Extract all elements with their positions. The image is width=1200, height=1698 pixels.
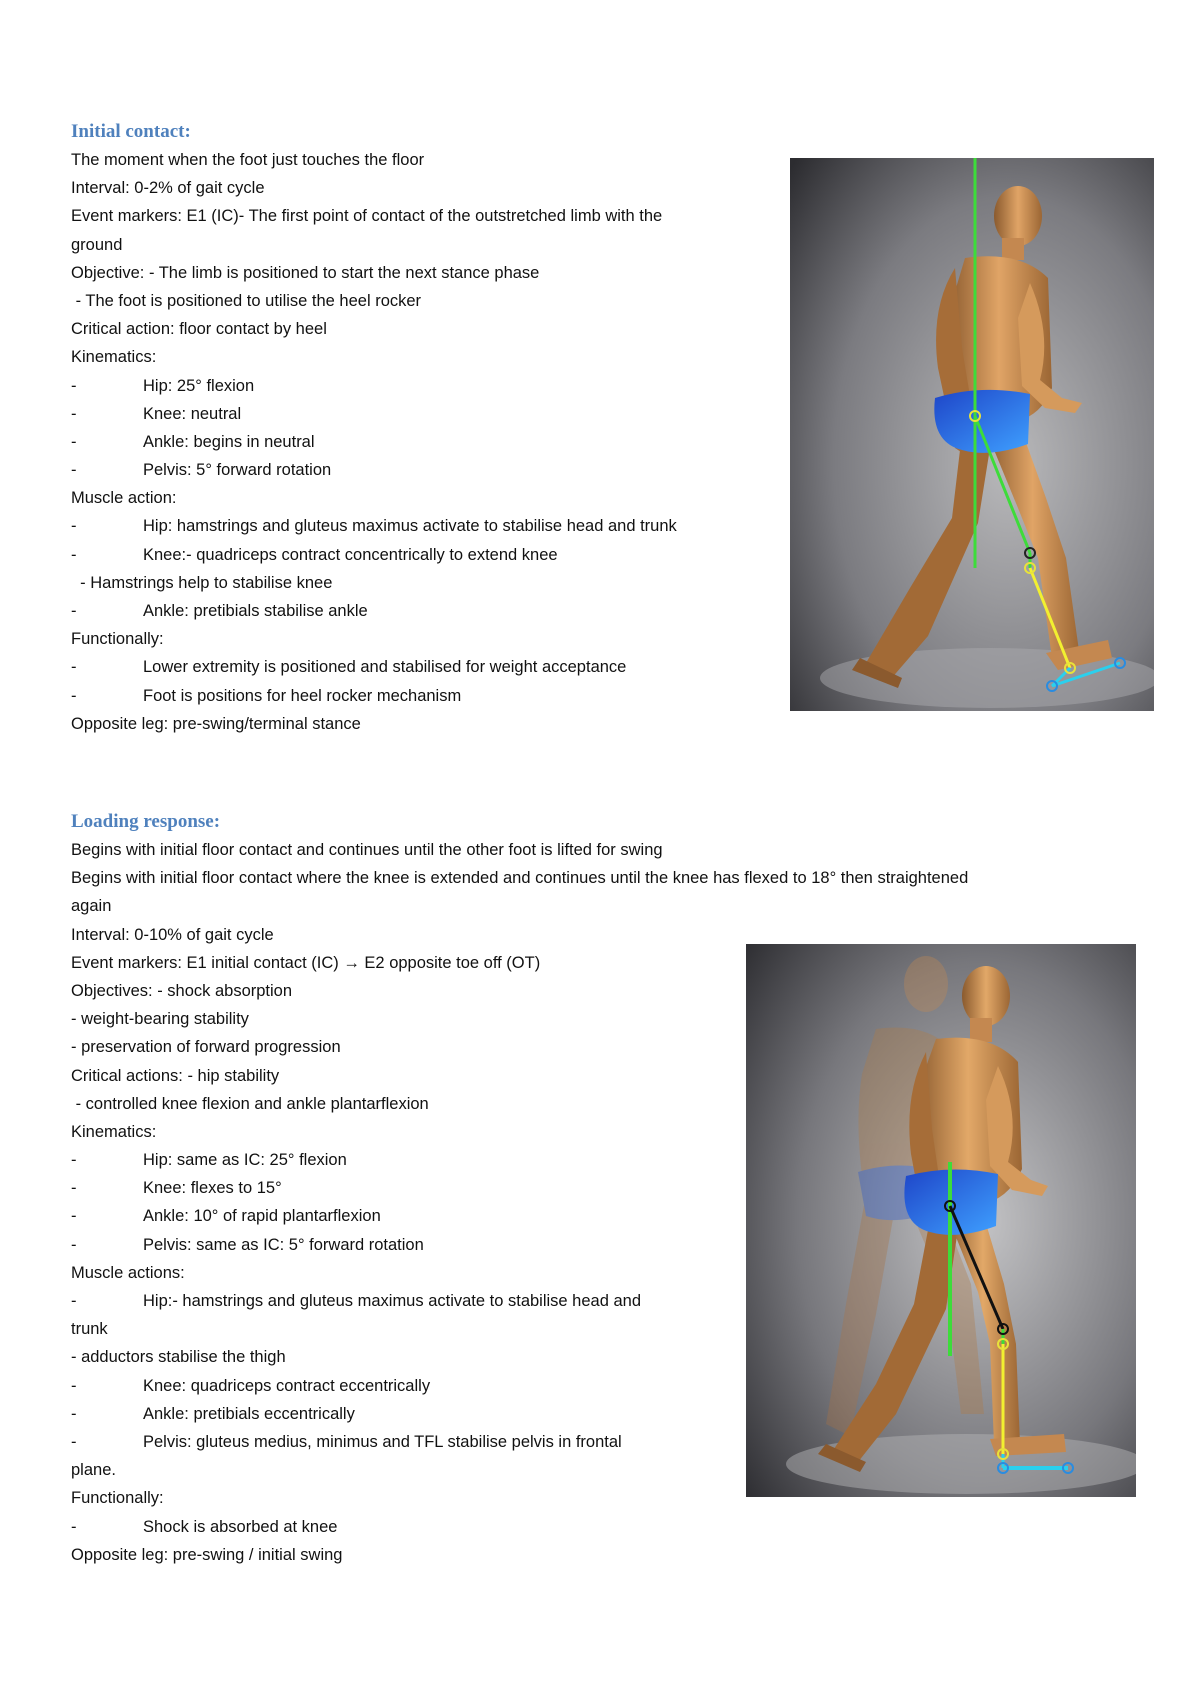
bullet-dash: -	[71, 461, 77, 480]
bullet-item: - Hip: 25° flexion	[71, 372, 677, 400]
heading-loading-response: Loading response:	[71, 811, 221, 832]
bullet-dash: -	[71, 658, 77, 677]
text-line: Interval: 0-2% of gait cycle	[71, 179, 265, 198]
text-line: Opposite leg: pre-swing/terminal stance	[71, 714, 361, 733]
bullet-dash: -	[71, 1517, 77, 1536]
bullet-dash: -	[71, 1292, 77, 1310]
bullet-dash: -	[71, 1404, 77, 1423]
bullet-dash: -	[71, 1432, 77, 1451]
bullet-item: - Shock is absorbed at knee	[71, 1513, 968, 1541]
heading-initial-contact: Initial contact:	[71, 121, 191, 142]
text-line: Functionally:	[71, 630, 164, 649]
bullet-dash: -	[71, 1179, 77, 1198]
bullet-item: - Ankle: pretibials eccentrically	[71, 1400, 968, 1428]
bullet-item: - Hip: hamstrings and gluteus maximus activate to stabilise head and trunk	[71, 512, 677, 540]
bullet-item: - Pelvis: same as IC: 5° forward rotation	[71, 1231, 968, 1259]
text-line: Critical actions: - hip stability	[71, 1066, 280, 1085]
bullet-item: - Knee: quadriceps contract eccentrically	[71, 1372, 968, 1400]
bullet-item: - Knee: flexes to 15°	[71, 1174, 968, 1202]
text-line: - The foot is positioned to utilise the heel rocker	[71, 291, 422, 310]
text-line: Kinematics:	[71, 1122, 157, 1141]
text-line: ground	[71, 235, 123, 254]
bullet-item: - Pelvis: 5° forward rotation	[71, 456, 677, 484]
bullet-item: - Ankle: begins in neutral	[71, 428, 677, 456]
text-line: Begins with initial floor contact where the knee is extended and continues until the knee has flexed to 18° then straightened	[71, 869, 969, 888]
section-initial-contact	[71, 118, 677, 738]
bullet-dash: -	[71, 686, 77, 705]
bullet-item: - Ankle: pretibials stabilise ankle	[71, 597, 677, 625]
text-line: Muscle action:	[71, 489, 177, 508]
bullet-item: - Pelvis: gluteus medius, minimus and TFL stabilise pelvis in frontal	[71, 1428, 968, 1456]
bullet-dash: -	[71, 1207, 77, 1226]
text-line: Critical action: floor contact by heel	[71, 320, 327, 339]
bullet-dash: -	[71, 376, 77, 395]
bullet-dash: -	[71, 1235, 77, 1254]
text-line: Event markers: E1 (IC)- The first point of contact of the outstretched limb with the	[71, 207, 663, 226]
bullet-item: - Hip:- hamstrings and gluteus maximus activate to stabilise head and	[71, 1287, 968, 1315]
bullet-dash: -	[71, 517, 77, 536]
bullet-item: - Foot is positions for heel rocker mechanism	[71, 682, 677, 710]
bullet-dash: -	[71, 602, 77, 620]
figure-initial-contact	[790, 158, 1154, 711]
gait-illustration-initial-contact	[790, 158, 1154, 711]
text-line: Functionally:	[71, 1489, 164, 1508]
text-line: trunk	[71, 1320, 108, 1339]
text-line: Objective: - The limb is positioned to start the next stance phase	[71, 263, 540, 282]
text-line: - weight-bearing stability	[71, 1010, 249, 1029]
bullet-dash: -	[71, 404, 77, 423]
gait-illustration-loading-response	[746, 944, 1136, 1497]
bullet-item: - Knee: neutral	[71, 400, 677, 428]
bullet-item: - Lower extremity is positioned and stabilised for weight acceptance	[71, 653, 677, 681]
text-line: - controlled knee flexion and ankle plantarflexion	[71, 1094, 429, 1113]
text-line: - adductors stabilise the thigh	[71, 1348, 286, 1367]
text-line: - preservation of forward progression	[71, 1038, 341, 1057]
text-line: plane.	[71, 1461, 116, 1480]
text-line: Event markers: E1 initial contact (IC) → E2 opposite toe off (OT)	[71, 953, 541, 972]
text-line: Begins with initial floor contact and continues until the other foot is lifted for swing	[71, 841, 663, 859]
bullet-dash: -	[71, 432, 77, 451]
text-line: Kinematics:	[71, 348, 157, 367]
text-line: Opposite leg: pre-swing / initial swing	[71, 1545, 343, 1564]
text-line: again	[71, 897, 112, 916]
figure-loading-response	[746, 944, 1136, 1497]
text-line: Interval: 0-10% of gait cycle	[71, 925, 274, 944]
text-line: Objectives: - shock absorption	[71, 981, 293, 1000]
bullet-dash: -	[71, 1151, 77, 1170]
bullet-dash: -	[71, 1376, 77, 1395]
bullet-item: - Ankle: 10° of rapid plantarflexion	[71, 1202, 968, 1230]
text-line: Muscle actions:	[71, 1263, 185, 1282]
text-line: - Hamstrings help to stabilise knee	[71, 573, 333, 592]
bullet-item: - Hip: same as IC: 25° flexion	[71, 1146, 968, 1174]
bullet-item: - Knee:- quadriceps contract concentrically to extend knee	[71, 541, 677, 569]
bullet-dash: -	[71, 545, 77, 564]
text-line: The moment when the foot just touches the floor	[71, 151, 425, 169]
